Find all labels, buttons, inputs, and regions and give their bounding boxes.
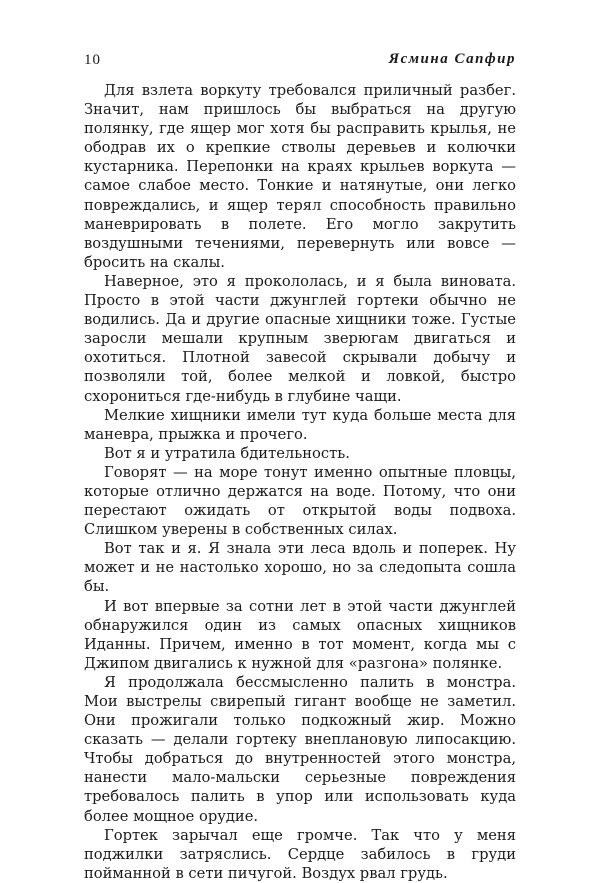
paragraph: Наверное, это я прокололась, и я была виновата. Просто в этой части джунглей гортеки обычно не водились. Да и другие опасные хищники тоже. Густые заросли мешали крупным зверюгам двигаться и охотиться. Плотной завесой скрывали добычу и позволяли той, более мелкой и ловкой, быстро схорониться где-нибудь в глубине чащи. <box>84 272 516 405</box>
page-number: 10 <box>84 52 101 68</box>
body-text <box>84 81 516 883</box>
paragraph: Вот так и я. Я знала эти леса вдоль и поперек. Ну может и не настолько хорошо, но за следопыта сошла бы. <box>84 540 516 596</box>
paragraph: И вот впервые за сотни лет в этой части джунглей обнаружился один из самых опасных хищников Иданны. Причем, именно в тот момент, когда мы с Джипом двигались к нужной для «разгона» полянке. <box>84 597 516 672</box>
page-header <box>84 52 516 76</box>
paragraph: Говорят — на море тонут именно опытные пловцы, которые отлично держатся на воде. Потому, что они перестают ожидать от открытой воды подвоха. Слишком уверены в собственных силах. <box>84 463 516 539</box>
paragraph: Я продолжала бессмысленно палить в монстра. Мои выстрелы свирепый гигант вообще не заметил. Они прожигали только подкожный жир. Можно сказать — делали гортеку внеплановую липосакцию. Чтобы добраться до внутренностей этого монстра, нанести мало-мальски серьезные повреждения требовалось палить в упор или использовать куда более мощное орудие. <box>84 673 516 825</box>
paragraph: Для взлета воркуту требовался приличный разбег. Значит, нам пришлось бы выбраться на другую полянку, где ящер мог хотя бы расправить крылья, не ободрав их о крепкие стволы деревьев и колючки кустарника. Перепонки на краях крыльев воркута — самое слабое место. Тонкие и натянутые, они легко повреждались, и ящер терял способность правильно маневрировать в полете. Его могло закрутить воздушными течениями, перевернуть или вовсе — бросить на скалы. <box>84 82 516 271</box>
paragraph: Вот я и утратила бдительность. <box>104 444 350 462</box>
running-head-author: Ясмина Сапфир <box>388 51 516 67</box>
paragraph: Мелкие хищники имели тут куда больше места для маневра, прыжка и прочего. <box>84 406 516 443</box>
paragraph: Гортек зарычал еще громче. Так что у меня поджилки затряслись. Сердце забилось в груди пойманной в сети пичугой. Воздух рвал грудь. <box>84 826 516 882</box>
